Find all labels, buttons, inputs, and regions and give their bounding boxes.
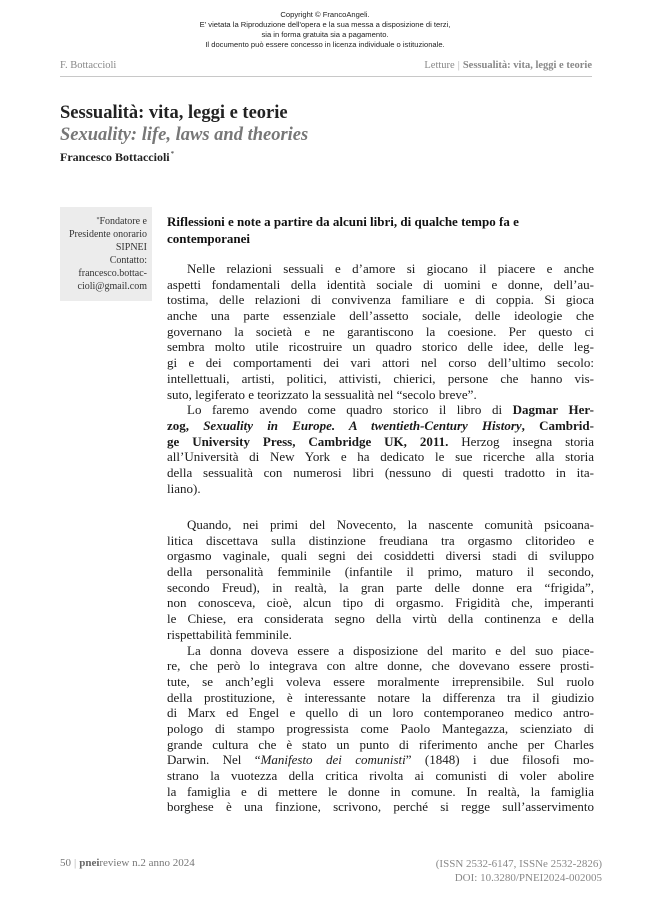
body-paragraph-block-1 bbox=[167, 261, 594, 496]
page-footer-right bbox=[436, 857, 602, 885]
text-line: aspetti fondamentali della identità sociale di uomini e donne, dell’au- bbox=[167, 276, 594, 292]
affiliation-line: Presidente onorario bbox=[68, 229, 147, 240]
article-title-italian: Sessualità: vita, leggi e teorie bbox=[60, 103, 288, 123]
copyright-line: E' vietata la Riproduzione dell'opera e la sua messa a disposizione di terzi, bbox=[199, 20, 451, 29]
footer-divider: | bbox=[74, 857, 77, 869]
author-affiliation-note bbox=[60, 207, 152, 301]
footer-issn: (ISSN 2532-6147, ISSNe 2532-2826) bbox=[435, 858, 602, 870]
affiliation-line: *Fondatore e bbox=[96, 216, 147, 227]
text-line: sembra molto utile ricostruire un quadro storico delle idee, delle leg- bbox=[167, 339, 594, 355]
text-line: intellettuali, artisti, politici, attivisti, chierici, persone che hanno vis- bbox=[167, 370, 594, 386]
text-line: governano la società e ne garantiscono la coesione. Per questo ci bbox=[167, 323, 594, 339]
text-line: ge University Press, Cambridge UK, 2011. Herzog insegna storia bbox=[167, 433, 594, 449]
text-line: la famiglia e di mettere le donne in comune. In realtà, la famiglia bbox=[167, 783, 594, 799]
text-line: zog, Sexuality in Europe. A twentieth-Century History, Cambrid- bbox=[167, 417, 594, 433]
book-publisher: ge University Press, Cambridge UK, 2011. bbox=[167, 433, 449, 449]
text-line: secondo Freud), in realtà, la gran parte delle donne era “frigida”, bbox=[167, 579, 594, 595]
running-header-section: Letture bbox=[424, 60, 455, 71]
text-line: Quando, nei primi del Novecento, la nascente comunità psicoana- bbox=[187, 517, 594, 532]
running-header-author: F. Bottaccioli bbox=[60, 60, 117, 71]
section-heading-line: Riflessioni e note a partire da alcuni libri, di qualche tempo fa e bbox=[167, 214, 519, 229]
text-line: litica discettava sulla distinzione freudiana tra orgasmo clitorideo e bbox=[167, 532, 594, 548]
text-line: Lo faremo avendo come quadro storico il libro di Dagmar Her- bbox=[187, 402, 594, 418]
book-title: Sexuality in Europe. A twentieth-Century History bbox=[203, 417, 522, 433]
text-line: della prostituzione, è interessante notare la differenza tra il giudizio bbox=[167, 689, 594, 705]
section-heading bbox=[167, 213, 597, 247]
text-line: di Marx ed Engel e quello di un loro contemporaneo medico antro- bbox=[167, 705, 594, 721]
header-rule bbox=[60, 76, 592, 77]
text-line: le Chiese, era considerata segno della virtù della continenza e della bbox=[167, 611, 594, 627]
author-footnote-mark: * bbox=[170, 150, 175, 158]
text-line: all’Università di New York e ha dedicato le sue ricerche alla storia bbox=[167, 449, 594, 465]
article-author bbox=[60, 150, 174, 165]
copyright-line: Copyright © FrancoAngeli. bbox=[280, 10, 370, 19]
article-title-english: Sexuality: life, laws and theories bbox=[60, 125, 309, 145]
text-line: suto, legiferato e teorizzato la sessualità nel “secolo breve”. bbox=[167, 386, 477, 402]
text-line: tostima, delle relazioni di convivenza familiare e di coppia. Si gioca bbox=[167, 292, 594, 308]
text-line: tute, se anch’egli voleva essere moralmente irreprensibile. Sul ruolo bbox=[167, 673, 594, 689]
running-header bbox=[60, 60, 592, 74]
text-line: Darwin. Nel “Manifesto dei comunisti” (1848) i due filosofi mo- bbox=[167, 752, 594, 768]
text-line: gi e dei comportamenti dei vari attori nel corso dell’ultimo secolo: bbox=[167, 355, 594, 371]
page-number: 50 bbox=[60, 857, 71, 869]
running-header-right bbox=[424, 60, 592, 71]
text-line: borghese è una finzione, scrivono, perché si regge sull’asservimento bbox=[167, 799, 594, 815]
copyright-notice bbox=[0, 10, 650, 50]
text-line: orgasmo vaginale, quali segni dei cosiddetti diversi stadi di sviluppo bbox=[167, 548, 594, 564]
journal-name-bold: pnei bbox=[79, 857, 100, 869]
text-line: La donna doveva essere a disposizione del marito e del suo piace- bbox=[187, 642, 594, 658]
copyright-line: sia in forma gratuita sia a pagamento. bbox=[261, 30, 389, 39]
affiliation-email: cioli@gmail.com bbox=[77, 281, 147, 292]
running-header-title: Sessualità: vita, leggi e teorie bbox=[462, 60, 592, 71]
text-line: Nelle relazioni sessuali e d’amore si giocano il piacere e anche bbox=[187, 261, 594, 276]
book-author: Dagmar Her- bbox=[512, 402, 594, 418]
author-name: Francesco Bottaccioli bbox=[60, 150, 170, 164]
journal-issue: review n.2 anno 2024 bbox=[99, 857, 195, 869]
section-heading-line: contemporanei bbox=[167, 231, 251, 246]
affiliation-line: SIPNEI bbox=[115, 242, 147, 253]
text-line: pologo di stampo progressista come Paolo Mantegazza, scienziato di bbox=[167, 720, 594, 736]
text-line: non conosceva, cioè, alcun tipo di orgasmo. Frigidità che, imperanti bbox=[167, 595, 594, 611]
affiliation-mark: * bbox=[96, 217, 100, 223]
text-line: liano). bbox=[167, 480, 201, 496]
body-paragraph-block-2 bbox=[167, 517, 594, 815]
cited-work-title: Manifesto dei comunisti bbox=[260, 752, 406, 768]
text-line: re, che però lo integrava con altre donne, che dovevano essere prosti- bbox=[167, 658, 594, 674]
copyright-line: Il documento può essere concesso in licenza individuale o istituzionale. bbox=[205, 40, 445, 49]
text-line: rispettabilità femminile. bbox=[167, 626, 292, 642]
text-line: della personalità femminile (infantile il primo, maturo il secondo, bbox=[167, 564, 594, 580]
text-line: strano la vuotezza della critica rivolta ai comunisti di voler abolire bbox=[167, 768, 594, 783]
text-line: della sessualità con numerosi libri (nessuno di questi tradotto in ita- bbox=[167, 464, 594, 480]
footer-doi: DOI: 10.3280/PNEI2024-002005 bbox=[454, 872, 602, 884]
page-footer-left bbox=[60, 857, 195, 869]
text-line: anche una parte essenziale dell’assetto sociale, delle ideologie che bbox=[167, 308, 594, 324]
affiliation-line: Contatto: bbox=[109, 255, 147, 266]
header-divider: | bbox=[457, 60, 460, 71]
text-line: grande cultura che è stato un punto di riferimento anche per Charles bbox=[167, 736, 594, 752]
affiliation-email: francesco.bottac- bbox=[78, 268, 147, 279]
